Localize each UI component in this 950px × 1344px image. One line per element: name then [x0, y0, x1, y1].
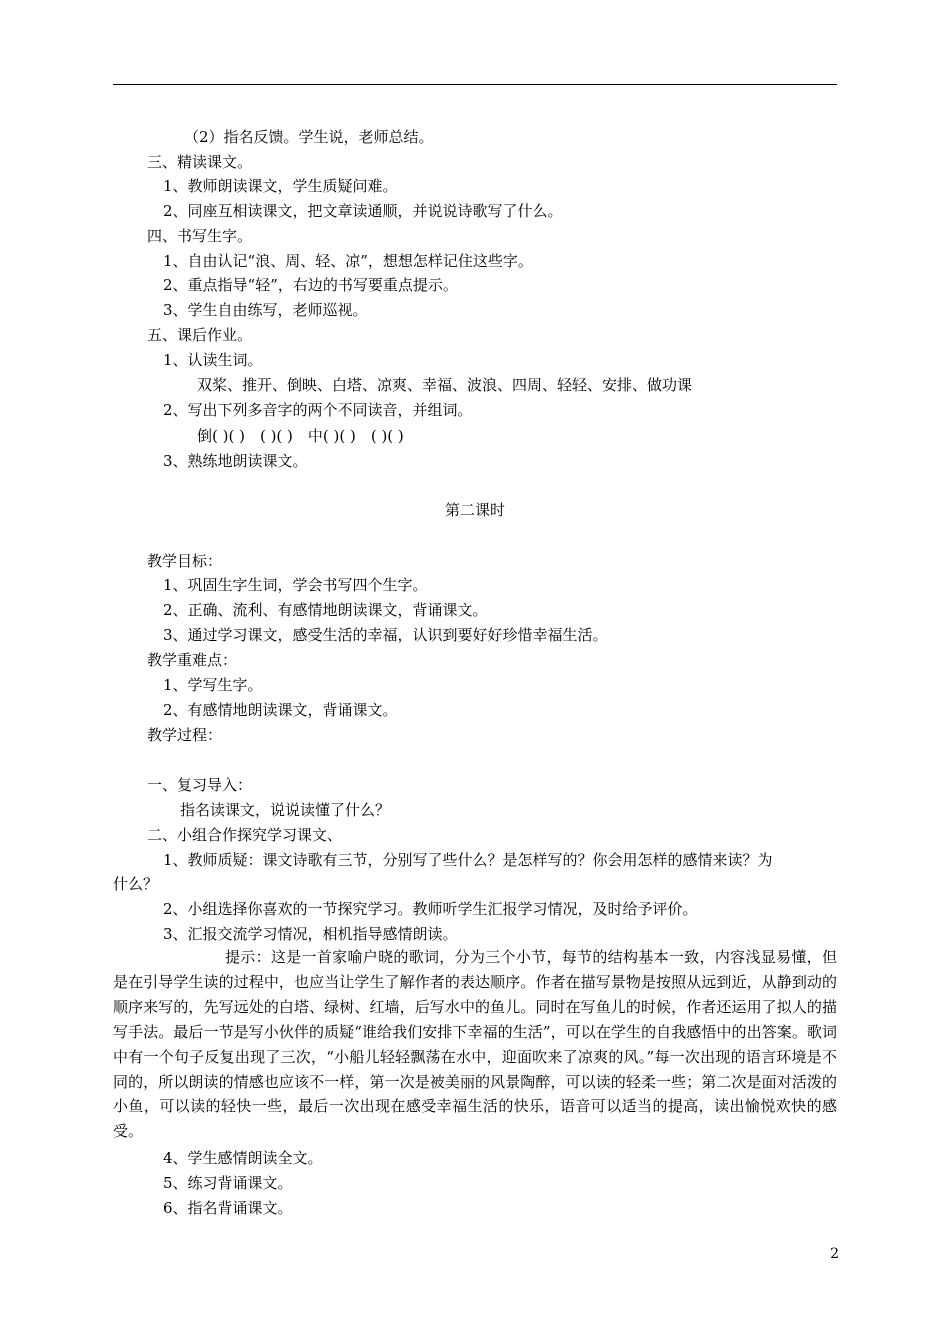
- text-line: 什么？: [113, 875, 159, 893]
- section-heading: 四、书写生字。: [147, 227, 253, 245]
- key-item: 2、有感情地朗读课文，背诵课文。: [163, 701, 398, 719]
- key-heading: 教学重难点：: [147, 651, 238, 669]
- text-line: 3、熟练地朗读课文。: [163, 452, 308, 470]
- goals-heading: 教学目标：: [147, 552, 223, 570]
- text-line: 2、重点指导“轻”，右边的书写要重点提示。: [163, 276, 458, 294]
- section-heading: 五、课后作业。: [147, 326, 253, 344]
- step-item: 5、练习背诵课文。: [163, 1174, 293, 1192]
- text-line: 2、小组选择你喜欢的一节探究学习。教师听学生汇报学习情况，及时给予评价。: [163, 900, 698, 918]
- key-item: 1、学写生字。: [163, 676, 263, 694]
- text-line: 2、写出下列多音字的两个不同读音，并组词。: [163, 401, 473, 419]
- process-heading: 教学过程：: [147, 726, 223, 744]
- text-line: 1、教师朗读课文，学生质疑问难。: [163, 177, 398, 195]
- text-line: 3、学生自由练写，老师巡视。: [163, 301, 368, 319]
- text-line: （2）指名反馈。学生说，老师总结。: [184, 128, 434, 146]
- goal-item: 2、正确、流利、有感情地朗读课文，背诵课文。: [163, 601, 488, 619]
- text-line: 指名读课文，说说读懂了什么？: [180, 801, 391, 819]
- text-line: 2、同座互相读课文，把文章读通顺，并说说诗歌写了什么。: [163, 202, 563, 220]
- tip-paragraph: 提示：这是一首家喻户晓的歌词，分为三个小节，每节的结构基本一致，内容浅显易懂，但是在引导学生读的过程中，也应当让学生了解作者的表达顺序。作者在描写景物是按照从远到近，从静到动的顺序来写的，先写远处的白塔、绿树、红墙，后写水中的鱼儿。同时在写鱼儿的时候，作者还运用了拟人的描写手法。最后一节是写小伙伴的质疑“谁给我们安排下幸福的生活”，可以在学生的自我感悟中的出答案。歌词中有一个句子反复出现了三次，“小船儿轻轻飘荡在水中，迎面吹来了凉爽的风。”每一次出现的语言环境是不同的，所以朗读的情感也应该不一样，第一次是被美丽的风景陶醉，可以读的轻柔一些；第二次是面对活泼的小鱼，可以读的轻快一些，最后一次出现在感受幸福生活的快乐，语音可以适当的提高，读出愉悦欢快的感受。: [113, 948, 837, 1141]
- text-line: 1、教师质疑：课文诗歌有三节，分别写了些什么？是怎样写的？你会用怎样的感情来读？为: [163, 851, 773, 869]
- text-line: 1、认读生词。: [163, 351, 263, 369]
- section-heading: 二、小组合作探究学习课文、: [147, 826, 343, 844]
- header-rule: [113, 84, 837, 85]
- page-number: 2: [830, 1246, 839, 1262]
- step-item: 4、学生感情朗读全文。: [163, 1149, 323, 1167]
- step-item: 6、指名背诵课文。: [163, 1199, 293, 1217]
- goal-item: 1、巩固生字生词，学会书写四个生字。: [163, 576, 428, 594]
- vocab-list: 双桨、推开、倒映、白塔、凉爽、幸福、波浪、四周、轻轻、安排、做功课: [197, 376, 693, 394]
- section-heading: 一、复习导入：: [147, 776, 253, 794]
- text-line: 1、自由认记“浪、周、轻、凉”，想想怎样记住这些字。: [163, 252, 533, 270]
- polyphone-blanks: 倒( )( ) ( )( ) 中( )( ) ( )( ): [197, 427, 404, 445]
- section-heading: 三、精读课文。: [147, 153, 253, 171]
- section-title: 第二课时: [444, 501, 505, 519]
- goal-item: 3、通过学习课文，感受生活的幸福，认识到要好好珍惜幸福生活。: [163, 626, 608, 644]
- text-line: 3、汇报交流学习情况，相机指导感情朗读。: [163, 925, 458, 943]
